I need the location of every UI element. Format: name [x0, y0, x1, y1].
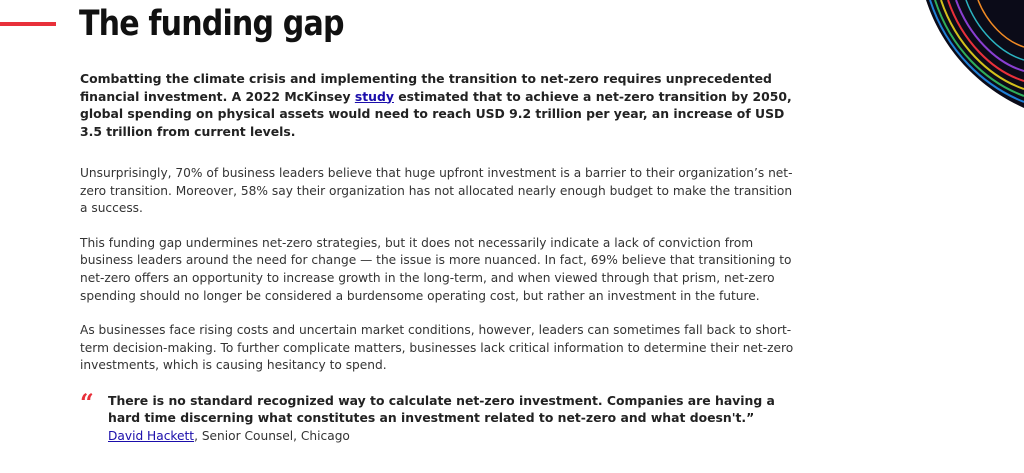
- author-link[interactable]: David Hackett: [108, 428, 195, 443]
- accent-rule: [0, 22, 56, 26]
- intro-text-end: estimated that to achieve a net-zero transition by 2050, global spending on physical assets would need to reach USD 9.2 trillion per year, an increase of USD 3.5 trillion from current levels.: [80, 88, 792, 139]
- quote-mark-icon: “: [80, 387, 94, 417]
- quote-text: There is no standard recognized way to calculate net-zero investment. Companies are having a hard time discerning what constitutes an investment related to net-zero and what doesn't.”: [108, 392, 775, 426]
- body-paragraph-3: As businesses face rising costs and uncertain market conditions, however, leaders can sometimes fall back to short-term decision-making. To further complicate matters, businesses lack critical information to determine their net-zero investments, which is causing hesitancy to spend.: [80, 323, 794, 373]
- decorative-swirl-graphic: [914, 0, 1024, 120]
- body-paragraph-2: This funding gap undermines net-zero strategies, but it does not necessarily indicate a lack of conviction from business leaders around the need for change — the issue is more nuanced. In fact, 69% believe that transitioning to net-zero offers an opportunity to increase growth in the long-term, and when viewed through that prism, net-zero spending should no longer be considered a burdensome operating cost, but rather an investment in the future.: [80, 235, 792, 303]
- author-role: , Senior Counsel, Chicago: [194, 428, 350, 443]
- quote-attribution: [108, 427, 795, 445]
- intro-paragraph: [80, 70, 795, 140]
- article-body: [80, 70, 795, 445]
- body-paragraph-1: [80, 165, 795, 218]
- paragraph-1-text: Unsurprisingly, 70% of business leaders believe that huge upfront investment is a barrier to their organization’s net-zero transition. Moreover, 58% say their organization has not allocated nearly enough budget to make the transition: [80, 166, 793, 198]
- paragraph-1-continuation: a success.: [80, 201, 143, 216]
- intro-text-start: Combatting the climate crisis and implementing the transition to net-zero requires unprecedented financial investment. A 2022 McKinsey: [80, 71, 772, 104]
- pull-quote: [80, 387, 795, 445]
- study-link[interactable]: study: [354, 88, 394, 104]
- section-title: The funding gap: [79, 4, 344, 44]
